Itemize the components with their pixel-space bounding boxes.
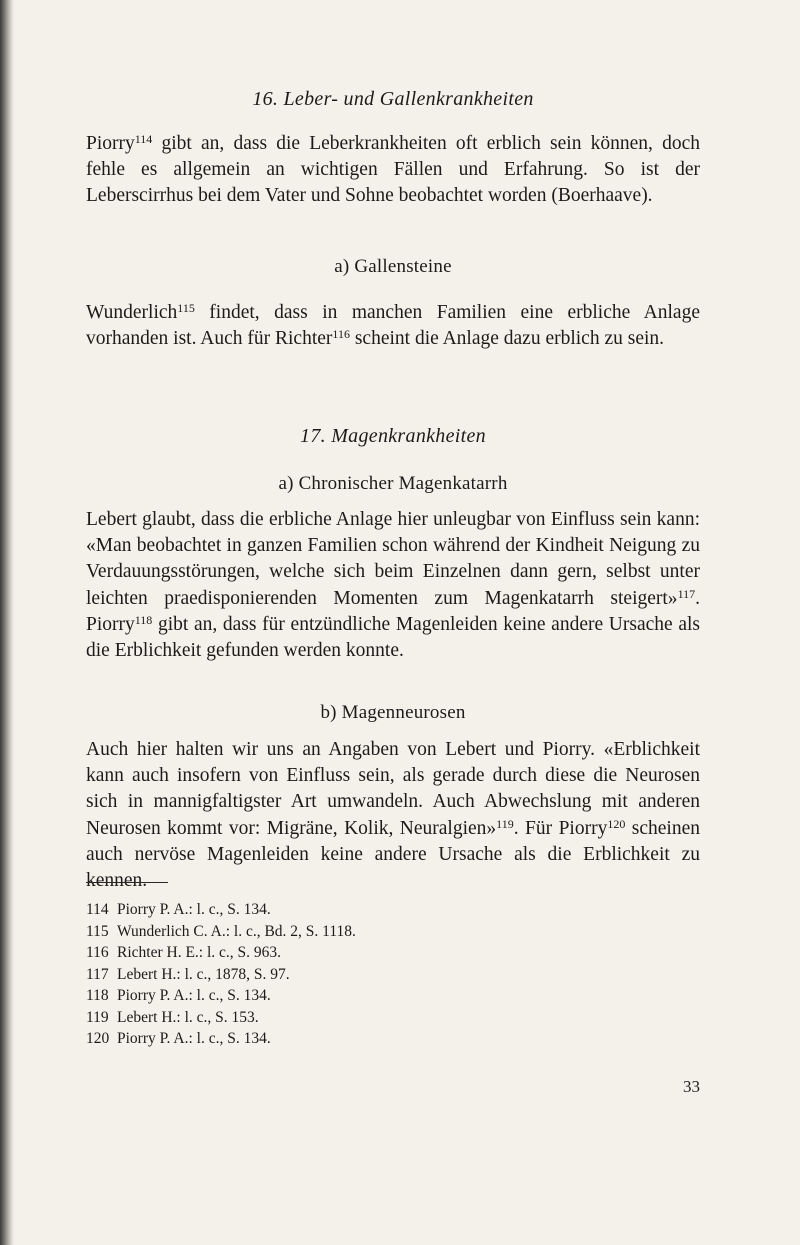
footnote-ref-118[interactable]: 118 (134, 612, 153, 627)
footnote-ref-120[interactable]: 120 (607, 816, 626, 831)
paragraph-liver: Piorry$^{114}$ gibt an, dass die Leberkrankheiten oft erblich sein können, doch fehle es allgemein an wichtigen Fällen und Erfahrung. So ist der Leberscirrhus bei dem Vater und Sohne beobachtet worden (Boerhaave). (86, 132, 700, 207)
footnote-number: 118 (86, 987, 109, 1004)
book-spine-shadow (0, 0, 14, 1245)
footnote-number: 116 (86, 944, 109, 961)
book-page (86, 0, 700, 1245)
footnote-text: Piorry P. A.: l. c., S. 134. (117, 987, 271, 1004)
footnote-text: Lebert H.: l. c., S. 153. (117, 1008, 259, 1026)
footnote-text: Wunderlich C. A.: l. c., Bd. 2, S. 1118. (117, 922, 356, 940)
footnote-separator (86, 882, 168, 883)
footnote-ref-114[interactable]: 114 (134, 132, 153, 146)
footnote-item (86, 985, 356, 1007)
footnote-item (86, 942, 356, 964)
footnote-item (86, 1007, 356, 1029)
subheading-magenkatarrh: a) Chronischer Magenkatarrh (278, 473, 508, 494)
footnote-number: 115 (86, 922, 109, 940)
footnote-item (86, 899, 356, 921)
footnote-ref-115[interactable]: 115 (177, 301, 195, 315)
footnote-number: 120 (86, 1030, 110, 1047)
footnote-ref-119[interactable]: 119 (496, 816, 514, 831)
footnote-item (86, 964, 356, 986)
footnote-text: Piorry P. A.: l. c., S. 134. (117, 1030, 271, 1047)
footnote-number: 117 (86, 965, 109, 983)
page-number: 33 (683, 1077, 700, 1096)
footnote-text: Lebert H.: l. c., 1878, S. 97. (117, 965, 290, 983)
paragraph-gastric-neuroses: Auch hier halten wir uns an Angaben von Lebert und Piorry. «Erblichkeit kann auch insofern von Einfluss sein, als gerade durch diese die Neurosen sich in mannigfaltigster Art umwandeln. Auch Abwechslung mit anderen Neurosen kommt vor: Migräne, Kolik, Neuralgien»$^{119}$. Für Piorry$^{120}$ scheinen auch nervöse Magenleiden keine andere Ursache als die Erblichkeit zu kennen. (86, 739, 700, 892)
paragraph-gallstones: Wunderlich$^{115}$ findet, dass in manchen Familien eine erbliche Anlage vorhanden ist. Auch für Richter$^{116}$ scheint die Anlage dazu erblich zu sein. (86, 301, 700, 350)
section-16-title: 16. Leber- und Gallenkrankheiten (252, 88, 534, 110)
footnote-item (86, 1028, 356, 1050)
paragraph-gastric-catarrh: Lebert glaubt, dass die erbliche Anlage hier unleugbar von Einfluss sein kann: «Man beobachtet in ganzen Familien schon während der Kindheit Neigung zu Verdauungsstörungen, welche sich beim Einzelnen dann gern, selbst unter leichten praedisponierenden Momenten zum Magenkatarrh steigert»$^{117}$. Piorry$^{118}$ gibt an, dass für entzündliche Magenleiden keine andere Ursache als die Erblichkeit gefunden werden konnte. (86, 509, 700, 662)
footnote-ref-116[interactable]: 116 (332, 327, 350, 342)
footnotes-list (86, 899, 356, 1050)
footnote-number: 114 (86, 901, 109, 918)
footnote-ref-117[interactable]: 117 (677, 586, 696, 601)
subheading-gallensteine: a) Gallensteine (334, 256, 452, 277)
footnote-number: 119 (86, 1008, 109, 1026)
footnote-text: Piorry P. A.: l. c., S. 134. (117, 901, 271, 918)
footnote-item (86, 921, 356, 943)
section-17-title: 17. Magenkrankheiten (300, 425, 486, 447)
subheading-magenneurosen: b) Magenneurosen (320, 702, 466, 723)
footnote-text: Richter H. E.: l. c., S. 963. (117, 944, 282, 961)
